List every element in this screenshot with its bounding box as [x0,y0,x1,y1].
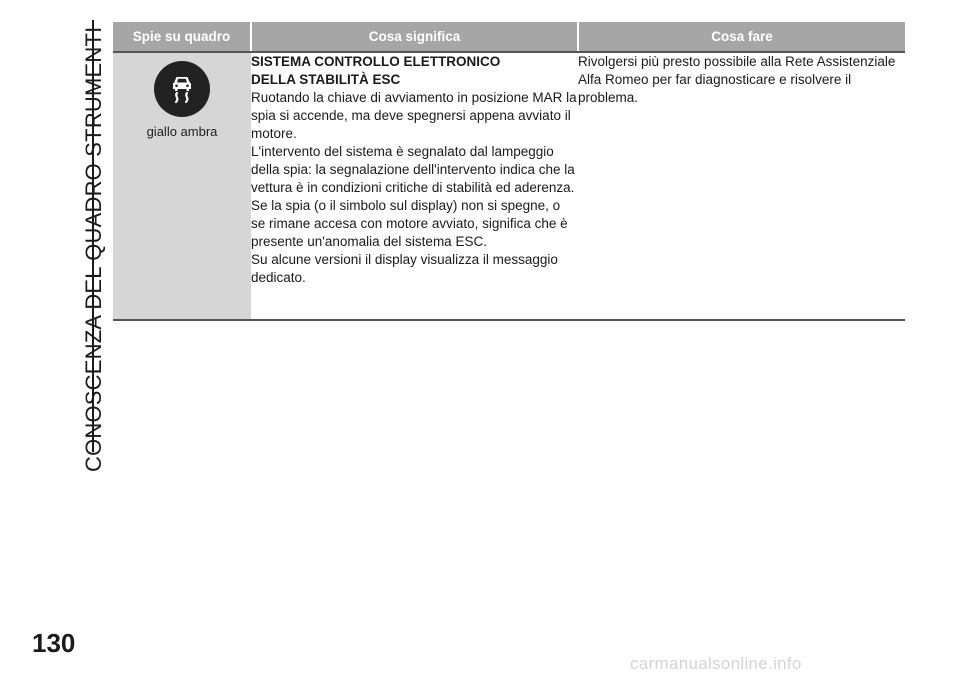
meaning-paragraph-3: Se la spia (o il simbolo sul display) non si spegne, o se rimane accesa con motore avviato, significa che è presente un'anomalia del sistema ESC. [251,198,568,249]
section-side-title [58,20,106,472]
action-text: Rivolgersi più presto possibile alla Rete Assistenziale Alfa Romeo per far diagnosticare e risolvere il problema. [578,54,896,105]
page-number: 130 [32,628,76,658]
header-meaning: Cosa significa [251,22,578,52]
esc-skid-car-glyph [162,69,202,109]
table-row [113,52,905,320]
warning-lights-table [113,22,905,321]
esc-skid-car-icon [154,61,210,117]
meaning-paragraph-2: L'intervento del sistema è segnalato dal lampeggio della spia: la segnalazione dell'intervento indica che la vettura è in condizioni critiche di stabilità ed aderenza. [251,144,575,195]
header-action: Cosa fare [578,22,905,52]
meaning-heading-line-1: SISTEMA CONTROLLO ELETTRONICO [251,54,501,69]
warning-light-color-label: giallo ambra [146,124,218,139]
meaning-cell [251,52,578,320]
meaning-paragraph-4: Su alcune versioni il display visualizza il messaggio dedicato. [251,252,558,285]
warning-light [113,53,251,141]
meaning-heading-line-2: DELLA STABILITÀ ESC [251,72,401,87]
table-header-row [113,22,905,52]
action-cell [578,52,905,320]
header-warning-lights: Spie su quadro [113,22,251,52]
watermark: carmanualsonline.info [630,654,802,673]
side-title-text: CONOSCENZA DEL QUADRO STRUMENTI [81,26,106,472]
warning-light-cell [113,52,251,320]
meaning-paragraph-1: Ruotando la chiave di avviamento in posizione MAR la spia si accende, ma deve spegnersi appena avviato il motore. [251,90,577,141]
